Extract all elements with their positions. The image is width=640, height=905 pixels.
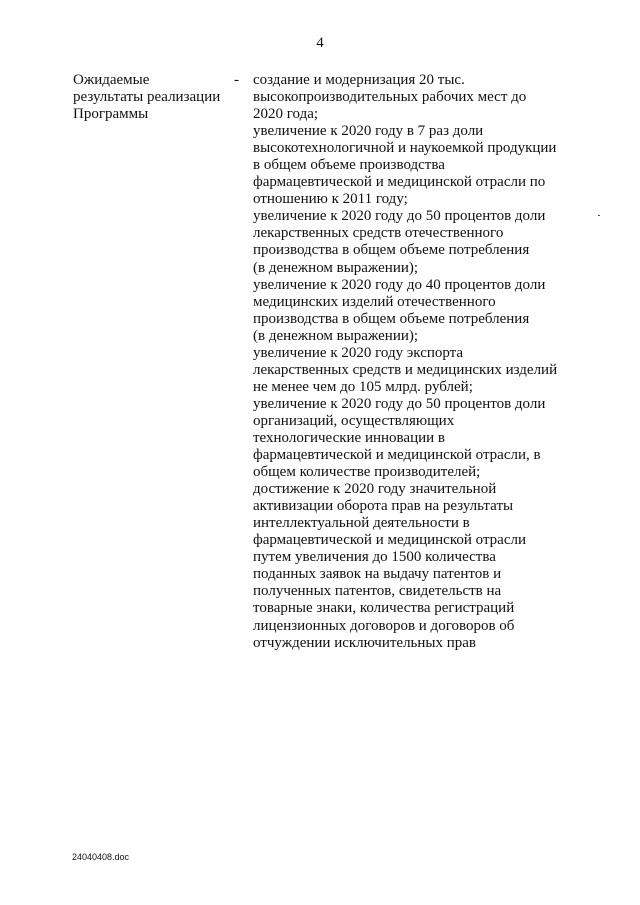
content-line: достижение к 2020 году значительной [253, 481, 497, 498]
margin-mark [598, 215, 600, 216]
content-line: увеличение к 2020 году до 40 процентов доли [253, 276, 546, 293]
content-line: товарные знаки, количества регистраций [253, 600, 515, 617]
label-line: Программы [73, 106, 149, 122]
content-line: увеличение к 2020 году экспорта [253, 344, 464, 361]
content-line: производства в общем объеме потребления [253, 242, 530, 259]
content-line: не менее чем до 105 млрд. рублей; [253, 378, 473, 395]
page-number: 4 [316, 35, 324, 51]
content-line: фармацевтической и медицинской отрасли по [253, 174, 546, 191]
content-line: производства в общем объеме потребления [253, 310, 530, 327]
content-line: увеличение к 2020 году до 50 процентов доли [253, 208, 546, 225]
content-line: организаций, осуществляющих [253, 412, 455, 429]
section-content [253, 72, 593, 652]
content-line: общем количестве производителей; [253, 464, 481, 481]
content-line: отношению к 2011 году; [253, 191, 408, 208]
footer-filename: 24040408.doc [72, 852, 130, 862]
content-line: путем увеличения до 1500 количества [253, 549, 496, 566]
content-line: фармацевтической и медицинской отрасли [253, 532, 527, 549]
content-line: интеллектуальной деятельности в [253, 515, 470, 532]
content-line: полученных патентов, свидетельств на [253, 583, 502, 600]
content-line: в общем объеме производства [253, 157, 445, 174]
content-line: увеличение к 2020 году до 50 процентов доли [253, 395, 546, 412]
content-line: лекарственных средств отечественного [253, 225, 504, 242]
section-label [73, 72, 238, 123]
content-line: технологические инновации в [253, 429, 446, 446]
content-line: поданных заявок на выдачу патентов и [253, 566, 502, 583]
content-line: (в денежном выражении); [253, 327, 419, 344]
content-line: активизации оборота прав на результаты [253, 498, 514, 515]
content-line: создание и модернизация 20 тыс. [253, 72, 465, 88]
content-line: медицинских изделий отечественного [253, 293, 496, 310]
content-line: лицензионных договоров и договоров об [253, 617, 515, 634]
content-line: лекарственных средств и медицинских изделий [253, 361, 558, 378]
content-line: фармацевтической и медицинской отрасли, в [253, 447, 541, 464]
label-line: Ожидаемые [73, 72, 150, 88]
section-dash: - [234, 72, 239, 88]
content-line: отчуждении исключительных прав [253, 634, 477, 651]
content-line: (в денежном выражении); [253, 259, 419, 276]
label-line: результаты реализации [73, 89, 221, 105]
content-line: высокопроизводительных рабочих мест до [253, 89, 527, 106]
content-line: 2020 года; [253, 106, 319, 123]
content-line: высокотехнологичной и наукоемкой продукции [253, 140, 557, 157]
content-line: увеличение к 2020 году в 7 раз доли [253, 123, 484, 140]
